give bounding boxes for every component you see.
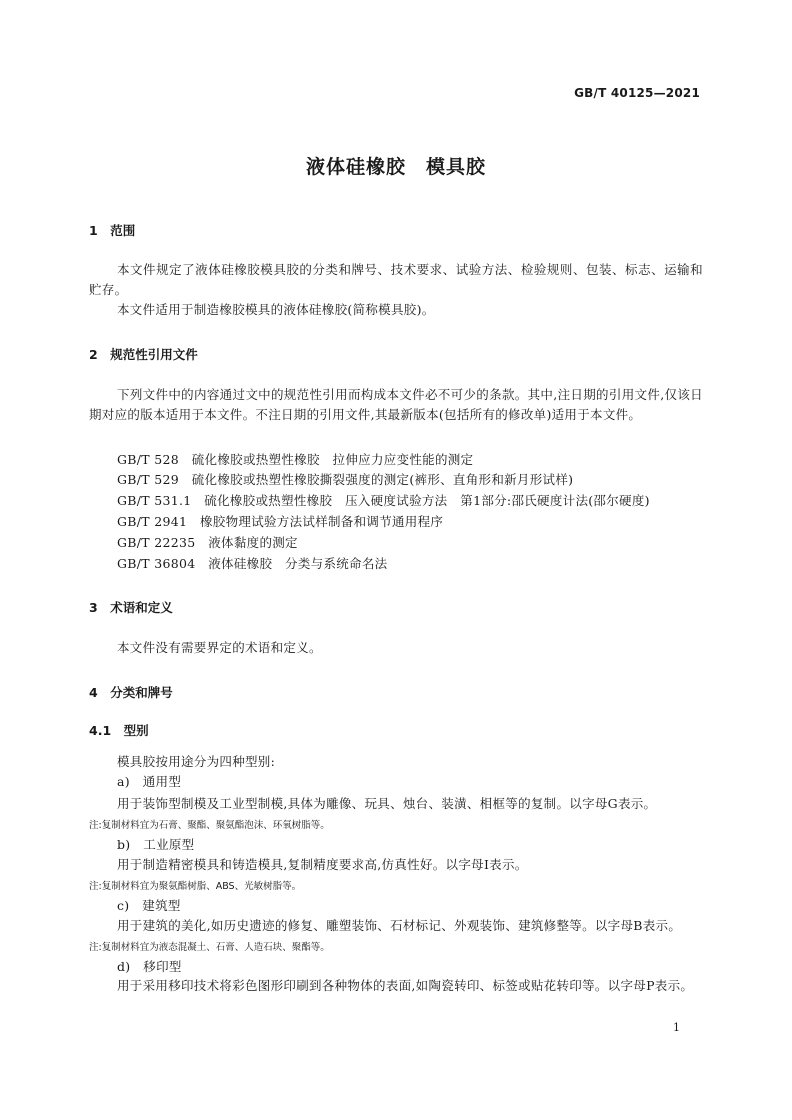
subsection-heading-types: 4.1 型别: [89, 723, 149, 738]
type-d-text: 用于采用移印技术将彩色图形印刷到各种物体的表面,如陶瓷转印、标签或贴花转印等。以字母P表示。: [117, 978, 694, 993]
page-number: 1: [673, 1021, 680, 1034]
type-a-text: 用于装饰型制模及工业型制模,具体为雕像、玩具、烛台、装潢、相框等的复制。以字母G表示。: [117, 796, 657, 811]
reference-item: GB/T 22235 液体黏度的测定: [117, 535, 298, 550]
reference-item: GB/T 2941 橡胶物理试验方法试样制备和调节通用程序: [117, 514, 444, 529]
type-c-label: c) 建筑型: [117, 898, 181, 913]
reference-item: GB/T 531.1 硫化橡胶或热塑性橡胶 压入硬度试验方法 第1部分:邵氏硬度计法(邵尔硬度): [117, 493, 650, 508]
type-c-note: 注:复制材料宜为液态混凝土、石膏、人造石块、聚酯等。: [89, 942, 330, 953]
type-b-text: 用于制造精密模具和铸造模具,复制精度要求高,仿真性好。以字母I表示。: [117, 857, 528, 872]
type-a-note: 注:复制材料宜为石膏、聚酯、聚氨酯泡沫、环氧树脂等。: [89, 820, 330, 831]
reference-item: GB/T 36804 液体硅橡胶 分类与系统命名法: [117, 556, 388, 571]
references-intro-paragraph: 下列文件中的内容通过文中的规范性引用而构成本文件必不可少的条款。其中,注日期的引用文件,仅该日期对应的版本适用于本文件。不注日期的引用文件,其最新版本(包括所有的修改单)适用于本文件。: [89, 387, 703, 422]
reference-item: GB/T 529 硫化橡胶或热塑性橡胶撕裂强度的测定(裤形、直角形和新月形试样): [117, 472, 574, 487]
type-b-label: b) 工业原型: [117, 837, 195, 852]
document-title: 液体硅橡胶 模具胶: [305, 156, 486, 178]
reference-item: GB/T 528 硫化橡胶或热塑性橡胶 拉伸应力应变性能的测定: [117, 452, 474, 467]
section-heading-scope: 1 范围: [89, 223, 136, 238]
type-a-label: a) 通用型: [117, 774, 182, 789]
type-d-label: d) 移印型: [117, 959, 182, 974]
section-heading-classification: 4 分类和牌号: [89, 685, 173, 700]
scope-paragraph-2: 本文件适用于制造橡胶模具的液体硅橡胶(简称模具胶)。: [117, 302, 435, 317]
section-heading-terms: 3 术语和定义: [89, 600, 173, 615]
type-c-text: 用于建筑的美化,如历史遗迹的修复、雕塑装饰、石材标记、外观装饰、建筑修整等。以字母B表示。: [117, 918, 682, 933]
types-intro: 模具胶按用途分为四种型别:: [117, 754, 276, 769]
standard-code: GB/T 40125—2021: [574, 86, 700, 100]
type-b-note: 注:复制材料宜为聚氨酯树脂、ABS、光敏树脂等。: [89, 881, 302, 892]
section-heading-normative-references: 2 规范性引用文件: [89, 347, 198, 362]
terms-paragraph: 本文件没有需要界定的术语和定义。: [117, 640, 322, 655]
scope-paragraph-1: 本文件规定了液体硅橡胶模具胶的分类和牌号、技术要求、试验方法、检验规则、包装、标志、运输和贮存。: [89, 262, 703, 297]
